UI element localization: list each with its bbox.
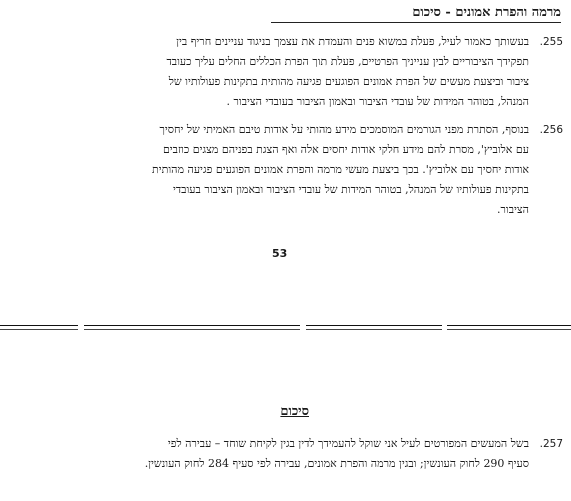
paragraph-255 xyxy=(8,32,563,114)
paragraph-number: 255. xyxy=(539,36,563,48)
paragraph-line: הציבור. xyxy=(497,203,529,216)
page-break-separator xyxy=(0,325,571,335)
section-header xyxy=(261,4,561,26)
paragraph-number: 256. xyxy=(539,124,563,136)
paragraph-text xyxy=(9,120,529,220)
paragraph-line: תפקידך הציבוריים לבין ענייניך הפרטיים, פעלת תוך הפרת הכללים החלים עליך כעובד xyxy=(166,55,529,68)
separator-line-top xyxy=(0,325,571,326)
separator-gap xyxy=(442,324,447,332)
section-header-title: מרמה והפרת אמונים - סיכום xyxy=(412,5,561,20)
paragraph-line: ציבור וביצעת מעשים של הפרת אמונים הפוגעים פגיעה מהותית בתקינות פעולותיו של xyxy=(168,75,529,88)
separator-gap xyxy=(78,324,84,332)
paragraph-line: סעיף 290 לחוק העונשין; ובגין מרמה והפרת אמונים, עבירה לפי סעיף 284 לחוק העונשין. xyxy=(144,457,529,470)
paragraph-line: בנוסף, הסתרת מפני הגורמים המוסמכים מידע מהותי על אודות טיבם האמיתי של יחסיך xyxy=(159,123,529,136)
paragraph-number: 257. xyxy=(539,438,563,450)
header-underline xyxy=(271,22,561,23)
separator-gap xyxy=(300,324,306,332)
paragraph-line: עם אלוביץ', מסרת להם מידע חלקי אודות יחסים אלה ואף הצגת בפניהם מצגים כוזבים xyxy=(162,143,529,156)
paragraph-line: בעשותך כאמור לעיל, פעלת במשוא פנים והעמדת את עצמך בניגוד עניינים חריף בין xyxy=(176,35,529,48)
paragraph-257 xyxy=(8,434,563,478)
paragraph-text xyxy=(9,32,529,112)
separator-line-bottom xyxy=(0,329,571,330)
paragraph-line: אודות יחסיך עם אלוביץ'. בכך ביצעת מעשי מרמה והפרת אמונים הפוגעים פגיעה מהותית xyxy=(152,163,529,176)
paragraph-256 xyxy=(8,120,563,222)
summary-section-title: סיכום xyxy=(280,404,309,419)
paragraph-line: המנהל, בטוהר המידות של עובדי הציבור ובאמון הציבור בעובדי הציבור . xyxy=(226,95,529,108)
paragraph-line: בתקינות פעולותיו של המנהל, בטוהר המידות של עובדי הציבור ובאמון הציבור בעובדי xyxy=(173,183,529,196)
paragraph-text xyxy=(9,434,529,474)
page-number: 53 xyxy=(272,247,288,260)
paragraph-line: בשל המעשים המפורטים לעיל אני שוקל להעמידך לדין בגין לקיחת שוחד – עבירה לפי xyxy=(167,437,529,450)
